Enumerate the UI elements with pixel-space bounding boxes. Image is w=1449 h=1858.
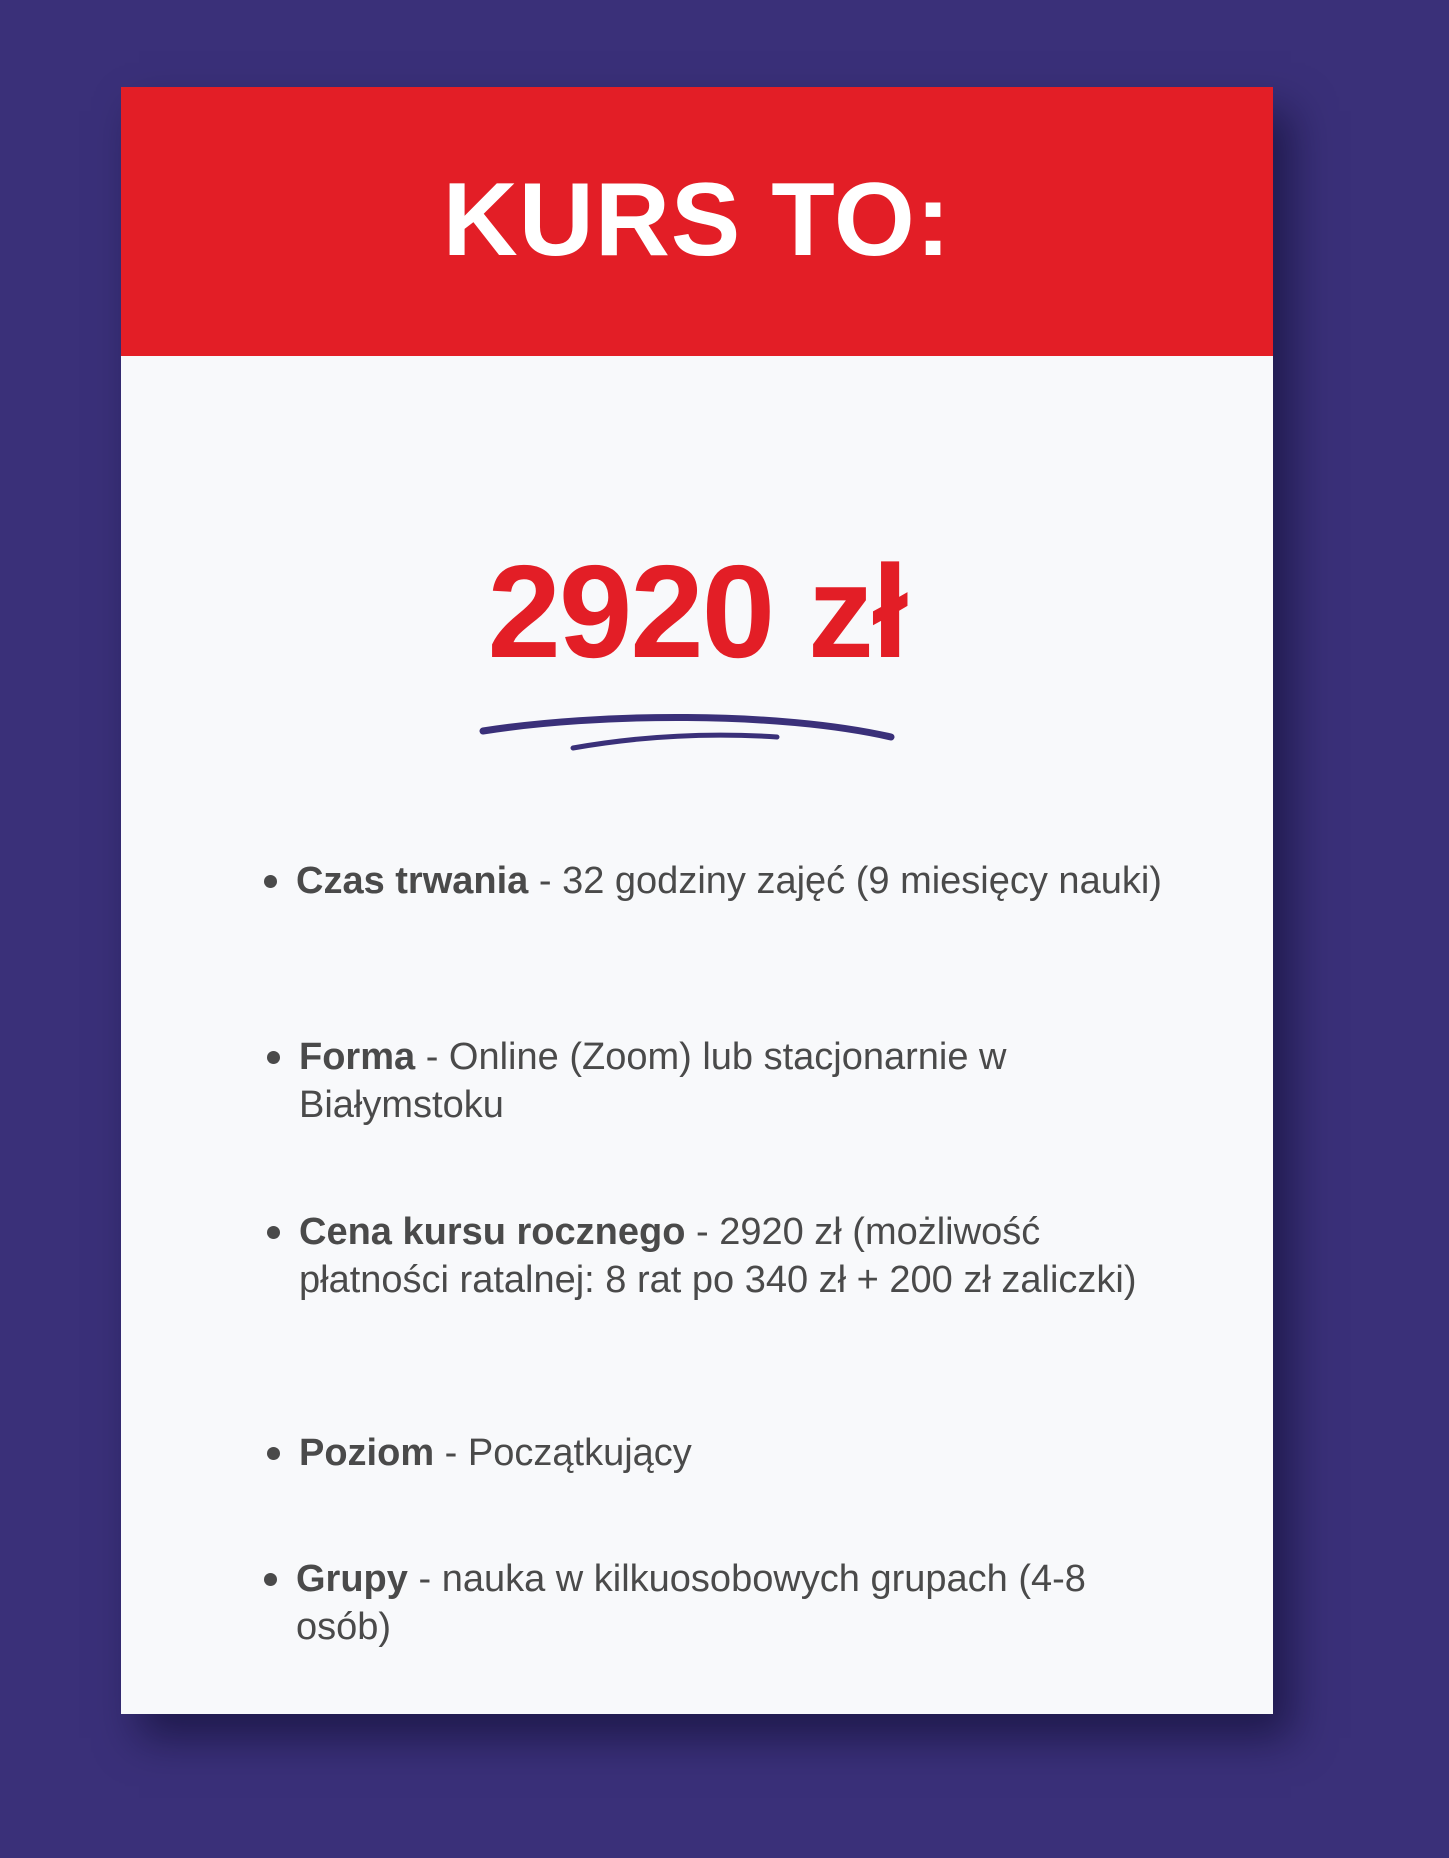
feature-description: 32 godziny zajęć (9 miesięcy nauki) — [562, 860, 1162, 902]
card-header — [121, 87, 1273, 356]
bullet-icon — [264, 1573, 277, 1586]
feature-separator: - — [407, 1558, 442, 1600]
feature-separator: - — [415, 1036, 449, 1078]
feature-item-form — [266, 1033, 1179, 1129]
bullet-icon — [267, 1051, 280, 1064]
bullet-icon — [267, 1447, 280, 1460]
feature-separator: - — [528, 860, 563, 902]
feature-term: Grupy — [296, 1558, 408, 1600]
course-card — [121, 87, 1273, 1714]
feature-item-duration — [263, 857, 1176, 905]
feature-separator: - — [434, 1432, 468, 1474]
feature-item-groups — [263, 1555, 1176, 1651]
bullet-icon — [264, 875, 277, 888]
feature-description: nauka w kilkuosobowych grupach (4-8 osób) — [296, 1558, 1086, 1648]
feature-description: Początkujący — [467, 1432, 692, 1474]
feature-term: Poziom — [299, 1432, 435, 1474]
feature-description: 2920 zł (możliwość płatności ratalnej: 8 rat po 340 zł + 200 zł zaliczki) — [299, 1211, 1137, 1301]
feature-description: Online (Zoom) lub stacjonarnie w Białymstoku — [299, 1036, 1007, 1126]
feature-separator: - — [685, 1211, 720, 1253]
card-title: KURS TO: — [442, 162, 952, 278]
feature-item-annual-price — [266, 1208, 1179, 1304]
feature-term: Cena kursu rocznego — [299, 1211, 686, 1253]
bullet-icon — [267, 1226, 280, 1239]
brush-underline-decoration — [477, 703, 917, 763]
price-value: 2920 zł — [487, 538, 907, 685]
feature-term: Czas trwania — [296, 860, 529, 902]
feature-item-level — [266, 1429, 1179, 1477]
feature-term: Forma — [299, 1036, 416, 1078]
